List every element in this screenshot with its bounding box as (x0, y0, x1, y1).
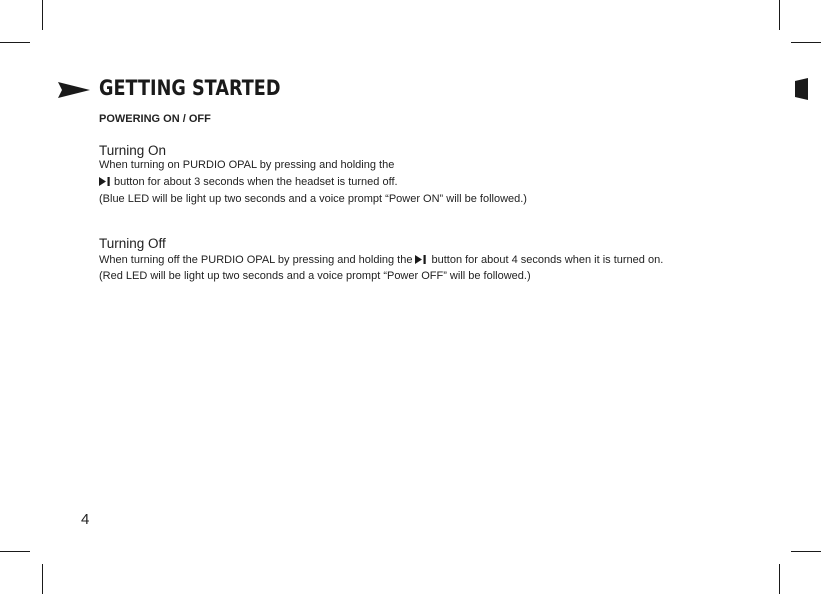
crop-mark (42, 0, 43, 30)
play-pause-icon (99, 177, 111, 186)
turning-off-title: Turning Off (99, 236, 166, 251)
turning-on-title: Turning On (99, 143, 167, 158)
crop-mark (779, 0, 780, 30)
play-pause-icon (415, 255, 427, 264)
tab-marker-icon (795, 78, 808, 100)
crop-mark (0, 42, 30, 43)
turning-off-line-2: (Red LED will be light up two seconds and a voice prompt “Power OFF” will be followed.) (99, 270, 531, 282)
turning-off-line-1 (99, 254, 663, 266)
turning-on-line-3: (Blue LED will be light up two seconds and a voice prompt “Power ON” will be followed.) (99, 193, 527, 205)
crop-mark (791, 42, 821, 43)
subsection-title: POWERING ON / OFF (99, 113, 211, 125)
section-title: GETTING STARTED (99, 76, 281, 100)
crop-mark (779, 564, 780, 594)
crop-mark (0, 551, 30, 552)
arrow-right-icon (58, 80, 90, 100)
turning-on-line-1: When turning on PURDIO OPAL by pressing and holding the (99, 159, 395, 171)
page-number: 4 (81, 511, 90, 528)
turning-off-line-1-text-b: button for about 4 seconds when it is turned on. (431, 254, 664, 266)
turning-off-line-1-text-a: When turning off the PURDIO OPAL by pressing and holding the (99, 254, 413, 266)
turning-on-line-2 (99, 176, 398, 188)
turning-on-line-2-text: button for about 3 seconds when the headset is turned off. (114, 176, 398, 188)
crop-mark (791, 551, 821, 552)
crop-mark (42, 564, 43, 594)
